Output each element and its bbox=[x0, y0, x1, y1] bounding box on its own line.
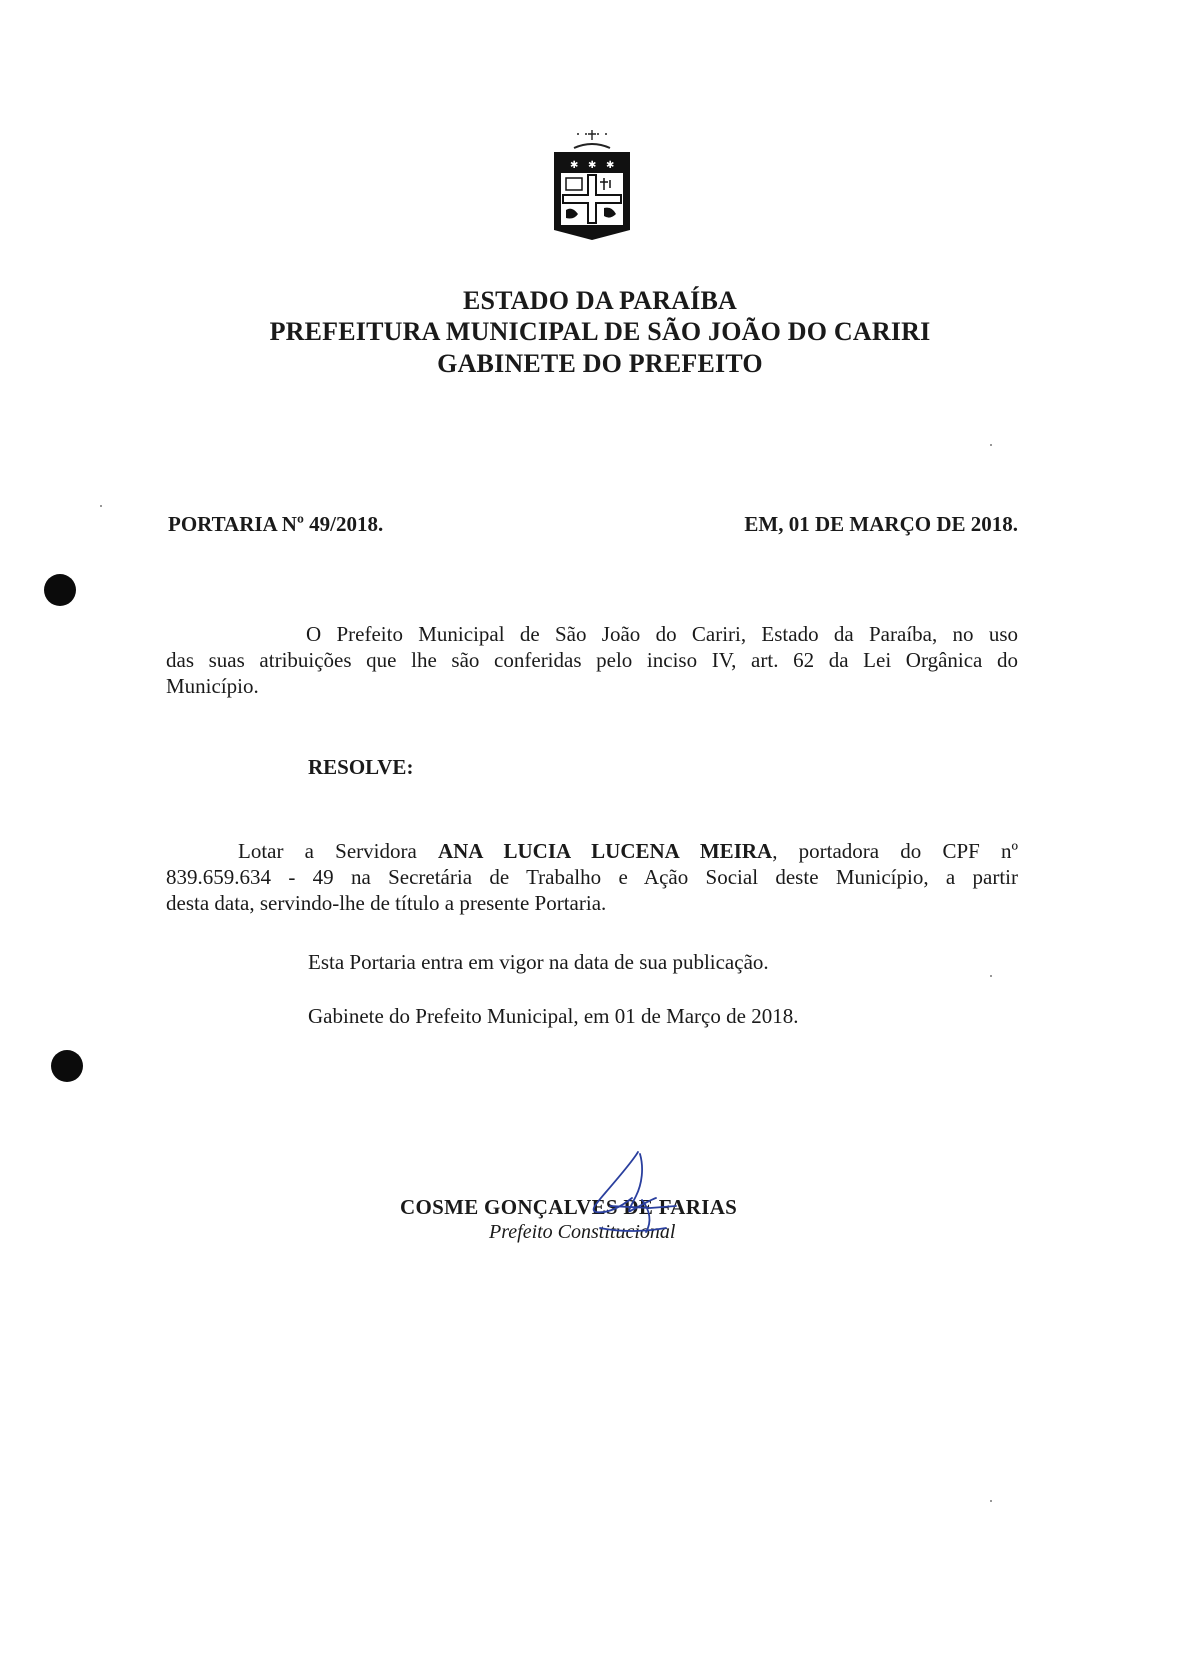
coat-of-arms-crest bbox=[548, 128, 636, 248]
portaria-number: PORTARIA Nº 49/2018. bbox=[168, 512, 384, 536]
preamble-line: Município. bbox=[166, 674, 259, 698]
resolve-heading: RESOLVE: bbox=[308, 755, 414, 779]
scan-speck bbox=[990, 1500, 992, 1502]
portaria-date: EM, 01 DE MARÇO DE 2018. bbox=[744, 512, 1018, 536]
preamble-line: das suas atribuições que lhe são conferidas pelo inciso IV, art. 62 da Lei Orgânica do bbox=[166, 648, 1018, 672]
scan-speck bbox=[990, 444, 992, 446]
preamble-paragraph bbox=[166, 621, 1018, 699]
resolution-paragraph bbox=[166, 838, 1018, 916]
punch-hole-bottom bbox=[51, 1050, 83, 1082]
scan-speck bbox=[100, 505, 102, 507]
handwritten-signature bbox=[580, 1148, 690, 1254]
svg-text:✱: ✱ bbox=[606, 160, 615, 171]
preamble-line: O Prefeito Municipal de São João do Cariri, Estado da Paraíba, no uso bbox=[306, 622, 1018, 646]
resolution-suffix: , portadora do CPF nº bbox=[772, 839, 1018, 863]
svg-text:✱: ✱ bbox=[570, 160, 579, 171]
resolution-line: desta data, servindo-lhe de título a presente Portaria. bbox=[166, 891, 607, 915]
resolution-line: 839.659.634 - 49 na Secretária de Trabalho e Ação Social deste Município, a partir bbox=[166, 865, 1018, 889]
closing-statement: Gabinete do Prefeito Municipal, em 01 de Março de 2018. bbox=[308, 1004, 799, 1028]
header-office: GABINETE DO PREFEITO bbox=[437, 349, 763, 378]
punch-hole-top bbox=[44, 574, 76, 606]
signatory-title: Prefeito Constitucional bbox=[489, 1221, 676, 1243]
servant-name: ANA LUCIA LUCENA MEIRA bbox=[437, 839, 773, 863]
scan-speck bbox=[990, 975, 992, 977]
effective-clause: Esta Portaria entra em vigor na data de sua publicação. bbox=[308, 950, 769, 974]
header-municipality: PREFEITURA MUNICIPAL DE SÃO JOÃO DO CARIRI bbox=[269, 317, 931, 346]
svg-text:✱: ✱ bbox=[588, 160, 597, 171]
resolution-prefix: Lotar a Servidora bbox=[238, 839, 438, 863]
resolution-line bbox=[166, 838, 1018, 864]
header-state: ESTADO DA PARAÍBA bbox=[462, 286, 738, 315]
signatory-name: COSME GONÇALVES DE FARIAS bbox=[400, 1195, 738, 1219]
